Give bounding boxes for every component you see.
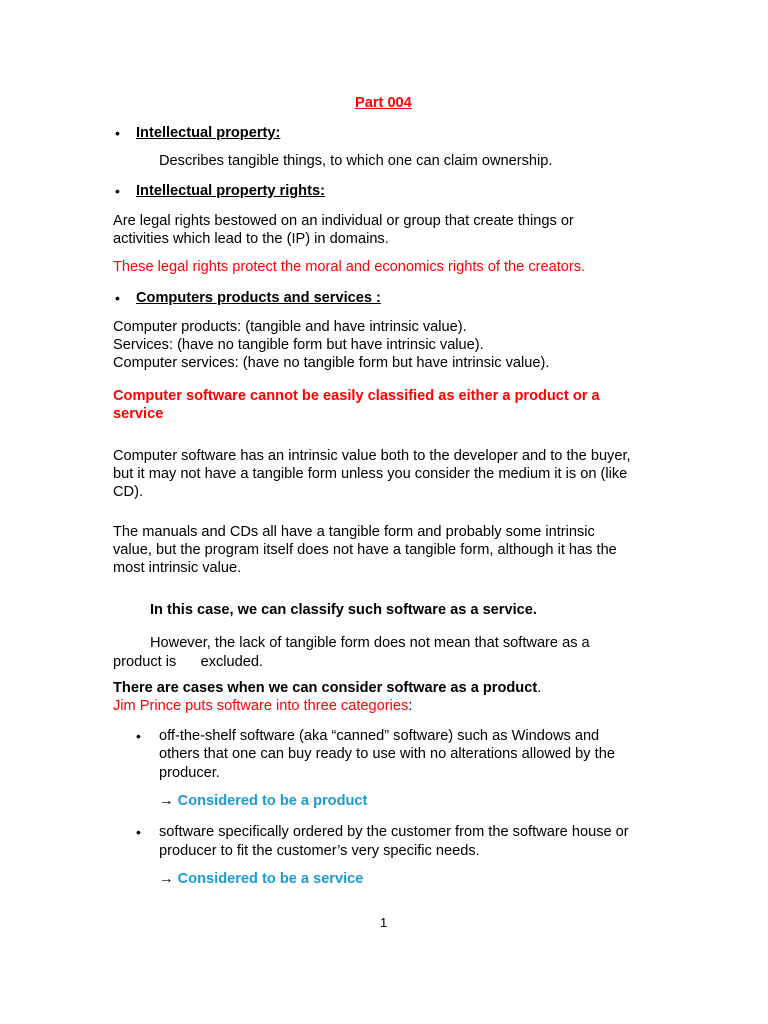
ipr-text-line: activities which lead to the (IP) in domains.	[113, 231, 389, 247]
ipr-text-line: Are legal rights bestowed on an individual or group that create things or	[113, 213, 574, 229]
bullet: •	[115, 290, 120, 306]
category-item-line: software specifically ordered by the customer from the software house or	[159, 824, 629, 840]
bullet: •	[136, 824, 141, 840]
category-item-line: producer to fit the customer’s very specific needs.	[159, 843, 480, 859]
cases-product-period: .	[537, 680, 542, 696]
paragraph-line: CD).	[113, 484, 143, 500]
arrow-right-icon: →	[159, 793, 174, 809]
page-number: 1	[380, 915, 388, 930]
category-result	[159, 792, 367, 810]
cps-heading: Computers products and services :	[136, 290, 381, 306]
category-result	[159, 870, 363, 888]
paragraph-line: product is excluded.	[113, 654, 264, 670]
ip-description: Describes tangible things, to which one can claim ownership.	[159, 153, 553, 169]
cps-line: Services: (have no tangible form but have intrinsic value).	[113, 337, 484, 353]
jim-prince-colon: :	[408, 698, 413, 714]
cases-product-bold: There are cases when we can consider software as a product	[113, 680, 538, 696]
cps-line: Computer products: (tangible and have intrinsic value).	[113, 319, 467, 335]
paragraph-line: The manuals and CDs all have a tangible form and probably some intrinsic	[113, 524, 595, 540]
paragraph-line: However, the lack of tangible form does not mean that software as a	[150, 635, 590, 651]
ip-heading: Intellectual property:	[136, 125, 281, 141]
category-item-line: others that one can buy ready to use with no alterations allowed by the	[159, 746, 615, 762]
result-product: Considered to be a product	[177, 793, 368, 809]
bullet: •	[115, 125, 120, 141]
jim-prince-text: Jim Prince puts software into three categories	[113, 698, 409, 714]
cps-line: Computer services: (have no tangible form but have intrinsic value).	[113, 355, 550, 371]
bullet: •	[115, 183, 120, 199]
classification-warning: service	[113, 406, 164, 422]
page-title: Part 004	[355, 95, 412, 111]
paragraph-line: most intrinsic value.	[113, 560, 242, 576]
ipr-red-note: These legal rights protect the moral and economics rights of the creators.	[113, 259, 586, 275]
ipr-heading: Intellectual property rights:	[136, 183, 325, 199]
case-service-statement: In this case, we can classify such software as a service.	[150, 602, 537, 618]
paragraph-line: value, but the program itself does not have a tangible form, although it has the	[113, 542, 617, 558]
paragraph-line: Computer software has an intrinsic value both to the developer and to the buyer,	[113, 448, 631, 464]
category-item-line: producer.	[159, 765, 220, 781]
jim-prince-line	[113, 697, 412, 715]
arrow-right-icon: →	[159, 871, 174, 887]
cases-product-line	[113, 679, 541, 697]
result-service: Considered to be a service	[177, 871, 364, 887]
bullet: •	[136, 728, 141, 744]
category-item-line: off-the-shelf software (aka “canned” software) such as Windows and	[159, 728, 600, 744]
paragraph-line: but it may not have a tangible form unless you consider the medium it is on (like	[113, 466, 628, 482]
classification-warning: Computer software cannot be easily classified as either a product or a	[113, 388, 600, 404]
